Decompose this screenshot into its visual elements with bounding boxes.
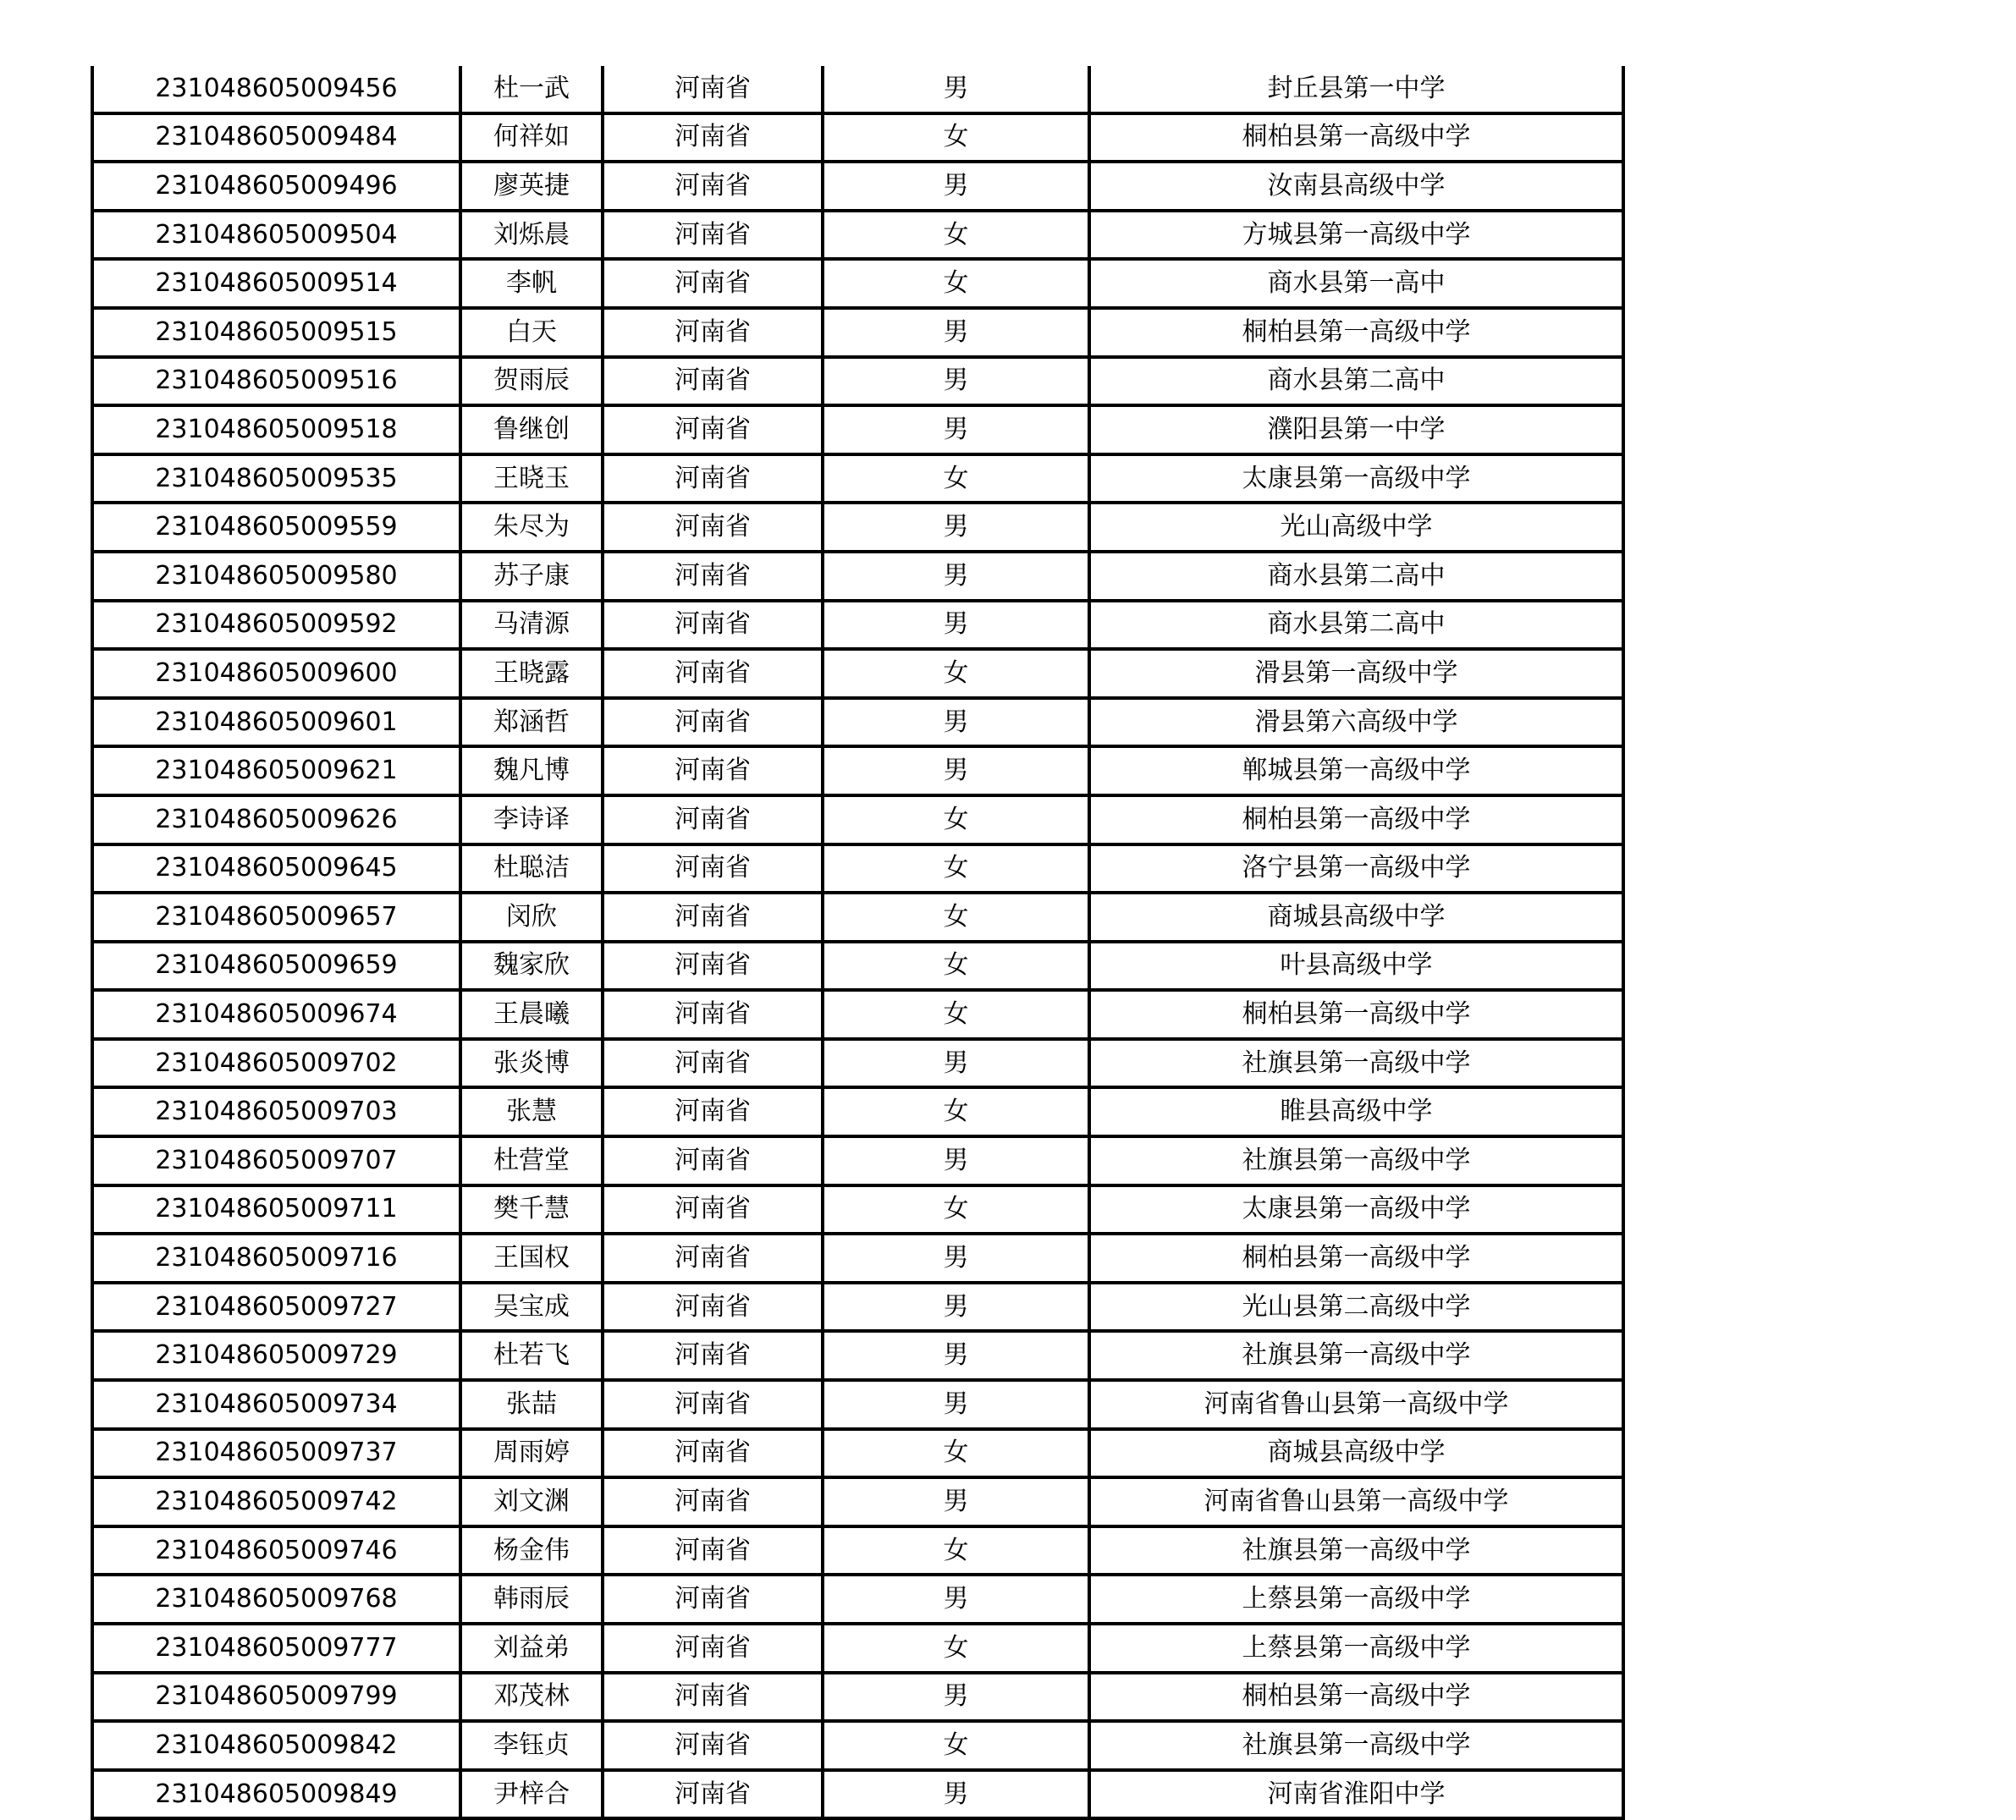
- gender-cell: 女: [823, 259, 1089, 308]
- school-cell: 社旗县第一高级中学: [1089, 1136, 1623, 1185]
- table-row: [92, 1283, 1623, 1332]
- student-id-cell: 231048605009799: [92, 1673, 460, 1722]
- school-cell: 商水县第二高中: [1089, 552, 1623, 601]
- province-cell: 河南省: [603, 552, 823, 601]
- school-cell: 上蔡县第一高级中学: [1089, 1624, 1623, 1673]
- student-id-cell: 231048605009456: [92, 66, 460, 113]
- table-row: [92, 990, 1623, 1039]
- gender-cell: 女: [823, 990, 1089, 1039]
- student-id-cell: 231048605009621: [92, 746, 460, 795]
- table-row: [92, 1526, 1623, 1575]
- student-name-cell: 何祥如: [460, 113, 603, 162]
- province-cell: 河南省: [603, 1234, 823, 1283]
- gender-cell: 男: [823, 1331, 1089, 1380]
- province-cell: 河南省: [603, 1770, 823, 1819]
- school-cell: 郸城县第一高级中学: [1089, 746, 1623, 795]
- student-name-cell: 邓茂林: [460, 1673, 603, 1722]
- school-cell: 光山高级中学: [1089, 503, 1623, 552]
- student-id-cell: 231048605009484: [92, 113, 460, 162]
- student-name-cell: 张炎博: [460, 1039, 603, 1088]
- table-row: [92, 649, 1623, 698]
- student-name-cell: 朱尽为: [460, 503, 603, 552]
- student-id-cell: 231048605009516: [92, 357, 460, 406]
- gender-cell: 男: [823, 405, 1089, 454]
- gender-cell: 女: [823, 649, 1089, 698]
- table-row: [92, 1624, 1623, 1673]
- school-cell: 叶县高级中学: [1089, 942, 1623, 991]
- province-cell: 河南省: [603, 357, 823, 406]
- student-name-cell: 尹梓合: [460, 1770, 603, 1819]
- school-cell: 商城县高级中学: [1089, 893, 1623, 942]
- student-name-cell: 王晨曦: [460, 990, 603, 1039]
- student-name-cell: 马清源: [460, 601, 603, 650]
- student-name-cell: 李诗译: [460, 795, 603, 844]
- school-cell: 社旗县第一高级中学: [1089, 1331, 1623, 1380]
- province-cell: 河南省: [603, 503, 823, 552]
- province-cell: 河南省: [603, 1721, 823, 1770]
- student-name-cell: 杜一武: [460, 66, 603, 113]
- student-id-cell: 231048605009504: [92, 211, 460, 260]
- province-cell: 河南省: [603, 1331, 823, 1380]
- school-cell: 社旗县第一高级中学: [1089, 1039, 1623, 1088]
- student-id-cell: 231048605009580: [92, 552, 460, 601]
- gender-cell: 男: [823, 357, 1089, 406]
- student-id-cell: 231048605009768: [92, 1575, 460, 1624]
- gender-cell: 男: [823, 698, 1089, 747]
- student-table-body: [92, 66, 1623, 1818]
- school-cell: 桐柏县第一高级中学: [1089, 308, 1623, 357]
- student-id-cell: 231048605009734: [92, 1380, 460, 1429]
- table-row: [92, 844, 1623, 894]
- province-cell: 河南省: [603, 601, 823, 650]
- gender-cell: 男: [823, 1380, 1089, 1429]
- student-name-cell: 鲁继创: [460, 405, 603, 454]
- table-row: [92, 1770, 1623, 1819]
- gender-cell: 女: [823, 942, 1089, 991]
- student-name-cell: 杨金伟: [460, 1526, 603, 1575]
- province-cell: 河南省: [603, 698, 823, 747]
- province-cell: 河南省: [603, 1283, 823, 1332]
- gender-cell: 男: [823, 503, 1089, 552]
- student-name-cell: 张喆: [460, 1380, 603, 1429]
- gender-cell: 女: [823, 1624, 1089, 1673]
- gender-cell: 女: [823, 1185, 1089, 1234]
- student-id-cell: 231048605009716: [92, 1234, 460, 1283]
- gender-cell: 男: [823, 66, 1089, 113]
- province-cell: 河南省: [603, 1185, 823, 1234]
- gender-cell: 男: [823, 601, 1089, 650]
- province-cell: 河南省: [603, 1087, 823, 1136]
- school-cell: 洛宁县第一高级中学: [1089, 844, 1623, 894]
- table-row: [92, 601, 1623, 650]
- student-name-cell: 郑涵哲: [460, 698, 603, 747]
- province-cell: 河南省: [603, 454, 823, 503]
- student-name-cell: 白天: [460, 308, 603, 357]
- student-name-cell: 王晓玉: [460, 454, 603, 503]
- province-cell: 河南省: [603, 844, 823, 894]
- province-cell: 河南省: [603, 1477, 823, 1526]
- gender-cell: 女: [823, 1526, 1089, 1575]
- province-cell: 河南省: [603, 113, 823, 162]
- table-row: [92, 1234, 1623, 1283]
- table-row: [92, 893, 1623, 942]
- table-row: [92, 503, 1623, 552]
- student-id-cell: 231048605009559: [92, 503, 460, 552]
- gender-cell: 男: [823, 1136, 1089, 1185]
- student-id-cell: 231048605009674: [92, 990, 460, 1039]
- student-id-cell: 231048605009657: [92, 893, 460, 942]
- student-id-cell: 231048605009746: [92, 1526, 460, 1575]
- table-row: [92, 308, 1623, 357]
- student-name-cell: 王晓露: [460, 649, 603, 698]
- student-name-cell: 魏凡博: [460, 746, 603, 795]
- table-row: [92, 1673, 1623, 1722]
- school-cell: 桐柏县第一高级中学: [1089, 1673, 1623, 1722]
- student-id-cell: 231048605009707: [92, 1136, 460, 1185]
- student-name-cell: 刘益弟: [460, 1624, 603, 1673]
- province-cell: 河南省: [603, 746, 823, 795]
- gender-cell: 男: [823, 552, 1089, 601]
- table-row: [92, 1039, 1623, 1088]
- student-id-cell: 231048605009496: [92, 162, 460, 211]
- gender-cell: 男: [823, 746, 1089, 795]
- province-cell: 河南省: [603, 405, 823, 454]
- student-id-cell: 231048605009742: [92, 1477, 460, 1526]
- gender-cell: 女: [823, 795, 1089, 844]
- student-id-cell: 231048605009777: [92, 1624, 460, 1673]
- school-cell: 光山县第二高级中学: [1089, 1283, 1623, 1332]
- province-cell: 河南省: [603, 211, 823, 260]
- gender-cell: 女: [823, 211, 1089, 260]
- province-cell: 河南省: [603, 66, 823, 113]
- province-cell: 河南省: [603, 893, 823, 942]
- student-id-cell: 231048605009600: [92, 649, 460, 698]
- gender-cell: 男: [823, 1673, 1089, 1722]
- table-row: [92, 259, 1623, 308]
- student-id-cell: 231048605009535: [92, 454, 460, 503]
- province-cell: 河南省: [603, 1673, 823, 1722]
- table-row: [92, 1185, 1623, 1234]
- gender-cell: 女: [823, 1721, 1089, 1770]
- table-row: [92, 746, 1623, 795]
- student-id-cell: 231048605009711: [92, 1185, 460, 1234]
- table-row: [92, 1087, 1623, 1136]
- table-row: [92, 1331, 1623, 1380]
- province-cell: 河南省: [603, 1039, 823, 1088]
- table-row: [92, 1477, 1623, 1526]
- gender-cell: 女: [823, 1429, 1089, 1478]
- student-name-cell: 杜若飞: [460, 1331, 603, 1380]
- student-name-cell: 廖英捷: [460, 162, 603, 211]
- table-row: [92, 405, 1623, 454]
- gender-cell: 女: [823, 113, 1089, 162]
- table-row: [92, 942, 1623, 991]
- school-cell: 滑县第一高级中学: [1089, 649, 1623, 698]
- student-id-cell: 231048605009518: [92, 405, 460, 454]
- gender-cell: 女: [823, 893, 1089, 942]
- province-cell: 河南省: [603, 649, 823, 698]
- gender-cell: 男: [823, 308, 1089, 357]
- table-row: [92, 1575, 1623, 1624]
- table-row: [92, 113, 1623, 162]
- student-name-cell: 苏子康: [460, 552, 603, 601]
- student-name-cell: 杜聪洁: [460, 844, 603, 894]
- school-cell: 河南省淮阳中学: [1089, 1770, 1623, 1819]
- student-id-cell: 231048605009737: [92, 1429, 460, 1478]
- student-id-cell: 231048605009702: [92, 1039, 460, 1088]
- student-id-cell: 231048605009703: [92, 1087, 460, 1136]
- school-cell: 太康县第一高级中学: [1089, 454, 1623, 503]
- student-id-cell: 231048605009729: [92, 1331, 460, 1380]
- table-row: [92, 162, 1623, 211]
- student-name-cell: 李钰贞: [460, 1721, 603, 1770]
- school-cell: 河南省鲁山县第一高级中学: [1089, 1380, 1623, 1429]
- gender-cell: 女: [823, 454, 1089, 503]
- student-name-cell: 杜营堂: [460, 1136, 603, 1185]
- table-row: [92, 552, 1623, 601]
- student-id-cell: 231048605009626: [92, 795, 460, 844]
- school-cell: 商水县第二高中: [1089, 357, 1623, 406]
- student-id-cell: 231048605009849: [92, 1770, 460, 1819]
- province-cell: 河南省: [603, 1136, 823, 1185]
- table-row: [92, 211, 1623, 260]
- student-id-cell: 231048605009592: [92, 601, 460, 650]
- gender-cell: 男: [823, 1283, 1089, 1332]
- table-row: [92, 357, 1623, 406]
- gender-cell: 男: [823, 1039, 1089, 1088]
- gender-cell: 男: [823, 162, 1089, 211]
- gender-cell: 男: [823, 1575, 1089, 1624]
- province-cell: 河南省: [603, 259, 823, 308]
- school-cell: 桐柏县第一高级中学: [1089, 1234, 1623, 1283]
- province-cell: 河南省: [603, 308, 823, 357]
- gender-cell: 女: [823, 1087, 1089, 1136]
- province-cell: 河南省: [603, 1526, 823, 1575]
- student-name-cell: 韩雨辰: [460, 1575, 603, 1624]
- student-name-cell: 李帆: [460, 259, 603, 308]
- gender-cell: 男: [823, 1234, 1089, 1283]
- school-cell: 汝南县高级中学: [1089, 162, 1623, 211]
- table-row: [92, 1136, 1623, 1185]
- school-cell: 社旗县第一高级中学: [1089, 1526, 1623, 1575]
- school-cell: 上蔡县第一高级中学: [1089, 1575, 1623, 1624]
- school-cell: 商城县高级中学: [1089, 1429, 1623, 1478]
- province-cell: 河南省: [603, 1380, 823, 1429]
- gender-cell: 男: [823, 1770, 1089, 1819]
- student-name-cell: 刘烁晨: [460, 211, 603, 260]
- student-name-cell: 闵欣: [460, 893, 603, 942]
- table-row: [92, 66, 1623, 113]
- student-id-cell: 231048605009727: [92, 1283, 460, 1332]
- school-cell: 滑县第六高级中学: [1089, 698, 1623, 747]
- school-cell: 商水县第一高中: [1089, 259, 1623, 308]
- student-name-cell: 周雨婷: [460, 1429, 603, 1478]
- province-cell: 河南省: [603, 990, 823, 1039]
- table-row: [92, 795, 1623, 844]
- student-name-cell: 魏家欣: [460, 942, 603, 991]
- table-row: [92, 1429, 1623, 1478]
- school-cell: 桐柏县第一高级中学: [1089, 795, 1623, 844]
- province-cell: 河南省: [603, 942, 823, 991]
- school-cell: 睢县高级中学: [1089, 1087, 1623, 1136]
- school-cell: 河南省鲁山县第一高级中学: [1089, 1477, 1623, 1526]
- student-table: [91, 66, 1625, 1820]
- school-cell: 方城县第一高级中学: [1089, 211, 1623, 260]
- school-cell: 社旗县第一高级中学: [1089, 1721, 1623, 1770]
- student-id-cell: 231048605009515: [92, 308, 460, 357]
- table-row: [92, 698, 1623, 747]
- student-id-cell: 231048605009601: [92, 698, 460, 747]
- student-id-cell: 231048605009842: [92, 1721, 460, 1770]
- school-cell: 濮阳县第一中学: [1089, 405, 1623, 454]
- table-row: [92, 1721, 1623, 1770]
- school-cell: 太康县第一高级中学: [1089, 1185, 1623, 1234]
- student-name-cell: 刘文渊: [460, 1477, 603, 1526]
- student-id-cell: 231048605009659: [92, 942, 460, 991]
- gender-cell: 男: [823, 1477, 1089, 1526]
- student-name-cell: 樊千慧: [460, 1185, 603, 1234]
- table-row: [92, 1380, 1623, 1429]
- school-cell: 桐柏县第一高级中学: [1089, 990, 1623, 1039]
- school-cell: 桐柏县第一高级中学: [1089, 113, 1623, 162]
- gender-cell: 女: [823, 844, 1089, 894]
- province-cell: 河南省: [603, 1429, 823, 1478]
- school-cell: 商水县第二高中: [1089, 601, 1623, 650]
- province-cell: 河南省: [603, 1624, 823, 1673]
- student-name-cell: 张慧: [460, 1087, 603, 1136]
- school-cell: 封丘县第一中学: [1089, 66, 1623, 113]
- student-id-cell: 231048605009514: [92, 259, 460, 308]
- province-cell: 河南省: [603, 795, 823, 844]
- province-cell: 河南省: [603, 1575, 823, 1624]
- student-name-cell: 吴宝成: [460, 1283, 603, 1332]
- student-name-cell: 王国权: [460, 1234, 603, 1283]
- table-row: [92, 454, 1623, 503]
- student-id-cell: 231048605009645: [92, 844, 460, 894]
- student-name-cell: 贺雨辰: [460, 357, 603, 406]
- province-cell: 河南省: [603, 162, 823, 211]
